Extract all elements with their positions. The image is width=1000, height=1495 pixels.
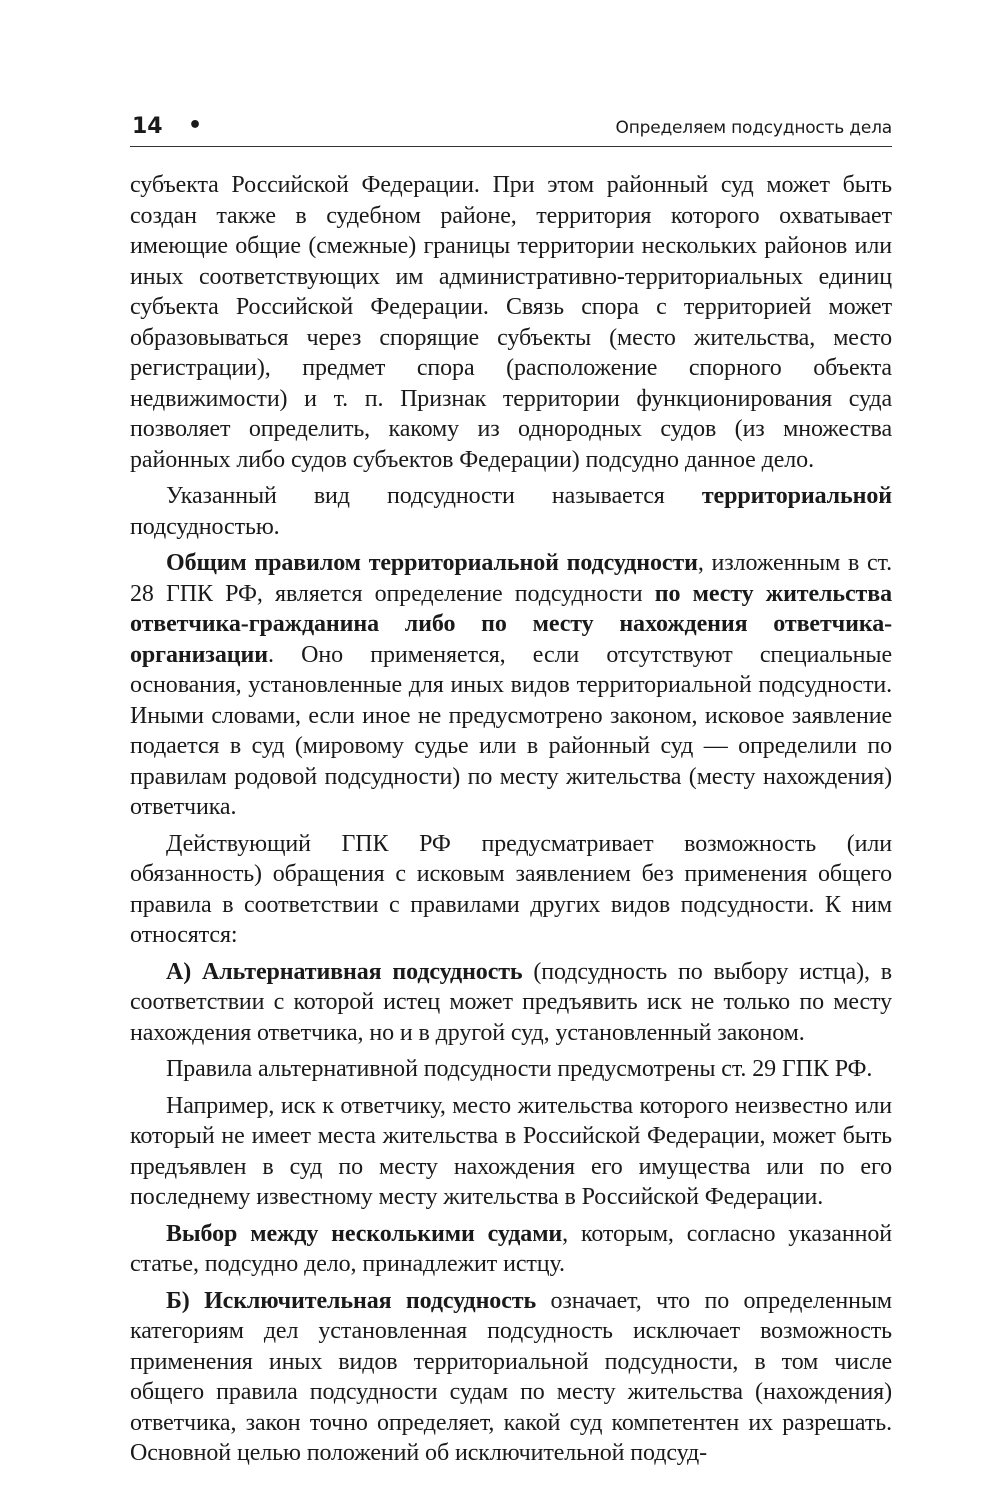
header-bullet: • (188, 113, 203, 138)
text-run: . Оно применяется, если отсутствуют специальные основания, установленные для иных видов территориальной подсудности. Иными словами, если иное не предусмотрено законом, исковое заявление подается в суд (мировому судье или в районный суд — определили по правилам родовой подсудности) по месту жительства (месту нахождения) ответчика. (130, 641, 892, 820)
running-header (130, 112, 892, 147)
text-run: Например, иск к ответчику, место жительства которого неизвестно или который не имеет места жительства в Российской Федерации, может быть предъявлен в суд по месту нахождения его имущества или по его последнему известному месту жительства в Российской Федерации. (130, 1092, 892, 1210)
text-run: Действующий ГПК РФ предусматривает возможность (или обязанность) обращения с исковым заявлением без применения общего правила в соответствии с правилами других видов подсудности. К ним относятся: (130, 830, 892, 948)
paragraph (130, 829, 892, 951)
bold-term: Б) Исключительная подсудность (166, 1287, 537, 1314)
page-number: 14 (132, 114, 163, 139)
paragraph (130, 1219, 892, 1280)
paragraph (130, 1091, 892, 1213)
bold-term: по месту жительства ответчика-гражданина либо по месту нахождения ответчика-организации (130, 580, 892, 668)
paragraph (130, 481, 892, 542)
text-run: означает, что по определенным категориям дел установленная подсудность исключает возможность применения иных видов территориальной подсудности, в том числе общего правила подсудности судам по месту жительства (нахождения) ответчика, закон точно определяет, какой суд компетентен их разрешать. Основной целью положений об исключительной подсуд- (130, 1287, 892, 1466)
text-run: , изложенным в ст. 28 ГПК РФ, является определение подсудности (130, 550, 892, 607)
section-title: Определяем подсудность дела (615, 118, 892, 138)
text-run: Правила альтернативной подсудности предусмотрены ст. 29 ГПК РФ. (166, 1056, 873, 1082)
text-run: (подсудность по выбору истца), в соответствии с которой истец может предъявить иск не только по месту нахождения ответчика, но и в другой суд, установленный законом. (130, 958, 892, 1046)
paragraph (130, 957, 892, 1049)
paragraph (130, 1054, 892, 1085)
bold-term: Общим правилом территориальной подсудности (166, 550, 698, 576)
paragraph (130, 170, 892, 475)
bold-term: А) Альтернативная подсудность (166, 958, 523, 985)
text-run: , которым, согласно указанной статье, подсудно дело, принадлежит истцу. (130, 1220, 892, 1277)
text-run: Указанный вид подсудности называется (166, 483, 702, 509)
text-run: подсудностью. (130, 513, 280, 540)
text-run: субъекта Российской Федерации. При этом районный суд может быть создан также в судебном районе, территория которого охватывает имеющие общие (смежные) границы территории нескольких районов или иных соответствующих им административно-территориальных единиц субъекта Российской Федерации. Связь спора с территорией может образовываться через спорящие субъекты (место жительства, место регистрации), предмет спора (расположение спорного объекта недвижимости) и т. п. Признак территории функционирования суда позволяет определить, какому из однородных судов (из множества районных либо судов субъектов Федерации) подсудно данное дело. (130, 172, 892, 473)
bold-term: Выбор между несколькими судами (166, 1220, 563, 1247)
body-text (130, 170, 892, 1475)
bold-term: территориальной (701, 483, 892, 509)
paragraph (130, 548, 892, 823)
paragraph (130, 1286, 892, 1469)
